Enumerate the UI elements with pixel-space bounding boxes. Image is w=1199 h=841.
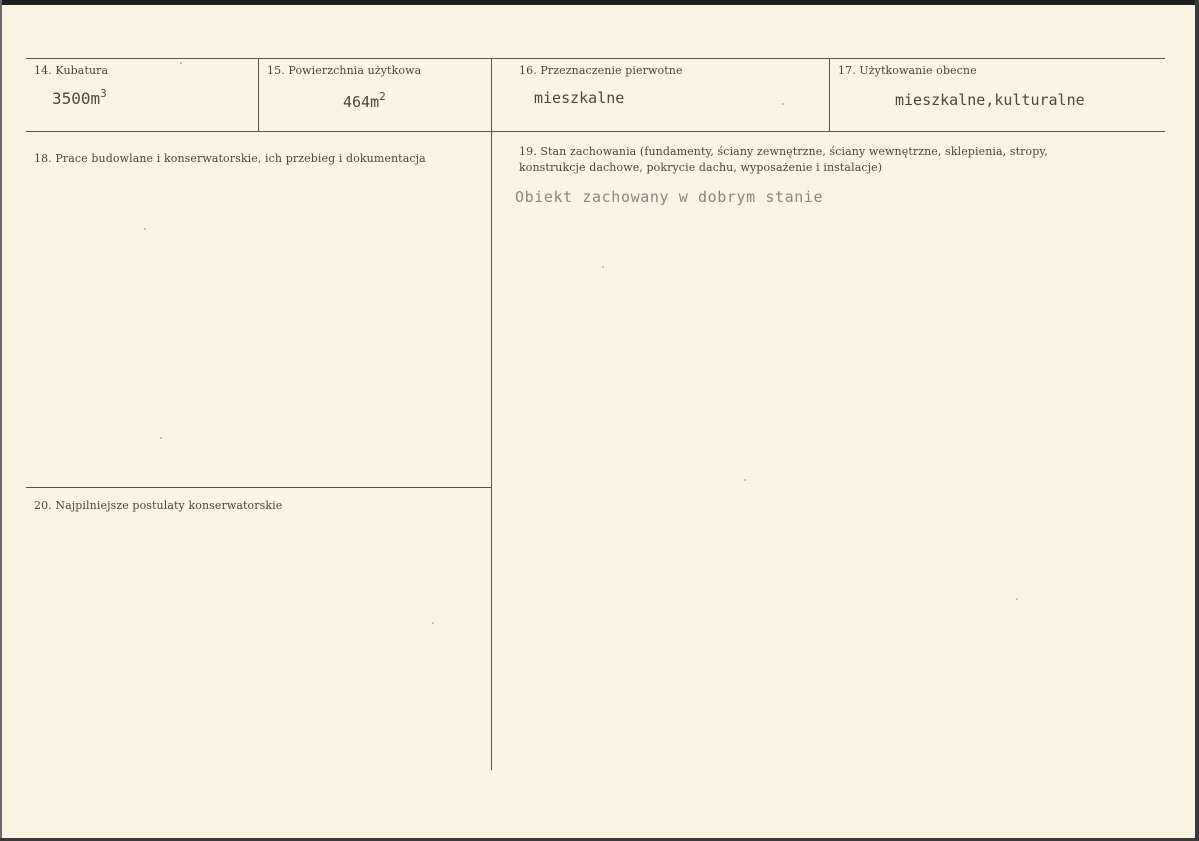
paper-speck [432,622,434,624]
field-17-value: mieszkalne,kulturalne [895,91,1085,109]
field-14-value [52,87,107,108]
form-divider-main [491,58,492,770]
field-20-label: 20. Najpilniejsze postulaty konserwatorskie [34,499,283,512]
field-15-value [343,90,386,111]
field-15-value-exponent: 2 [379,90,386,103]
form-divider-14-15 [258,58,259,131]
paper-speck [744,479,746,481]
paper-speck [602,266,604,268]
field-17-label: 17. Użytkowanie obecne [838,64,977,77]
field-19-label: 19. Stan zachowania (fundamenty, ściany zewnętrzne, ściany wewnętrzne, sklepienia, stropy, konstrukcje dachowe, pokrycie dachu, wyposażenie i instalacje) [519,145,1048,174]
scan-edge-right [1195,0,1199,841]
paper-speck [782,103,784,105]
form-line-top [26,58,1165,59]
form-line-section-divider [26,487,491,488]
form-divider-16-17 [829,58,830,131]
field-14-value-exponent: 3 [100,87,107,100]
paper-speck [144,228,146,230]
form-line-header-bottom [26,131,1165,132]
field-14-value-text: 3500m [52,89,101,108]
field-19-value: Obiekt zachowany w dobrym stanie [515,188,824,206]
paper-speck [1016,598,1018,600]
field-15-value-text: 464m [343,93,380,111]
paper-speck [160,437,162,439]
scan-edge-left [0,0,2,841]
field-16-value: mieszkalne [534,89,625,107]
field-14-label: 14. Kubatura [34,64,109,77]
field-16-label: 16. Przeznaczenie pierwotne [519,64,683,77]
paper-speck [180,62,182,64]
field-18-label: 18. Prace budowlane i konserwatorskie, ich przebieg i dokumentacja [34,152,426,165]
field-15-label: 15. Powierzchnia użytkowa [267,64,422,77]
scan-edge-top [0,0,1199,5]
